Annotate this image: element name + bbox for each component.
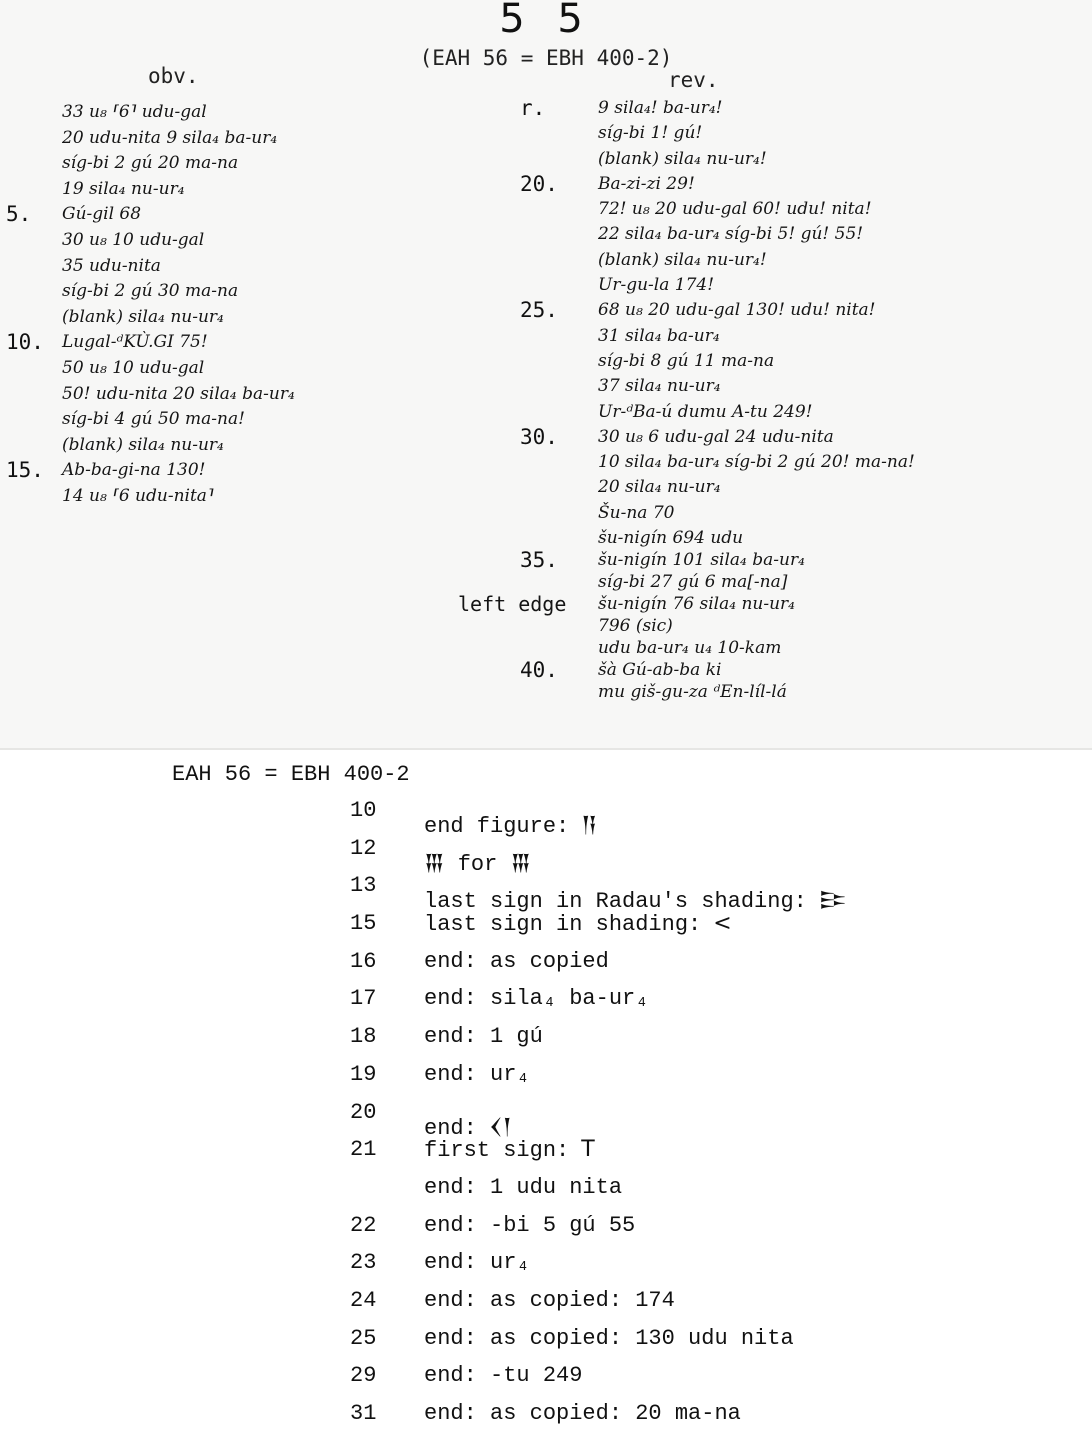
note-text-body: end: ur₄ bbox=[424, 1250, 530, 1276]
obverse-line bbox=[62, 126, 295, 152]
note-row bbox=[350, 1401, 1070, 1439]
line-text: 50! udu-nita 20 sila₄ ba-ur₄ bbox=[62, 383, 295, 404]
obverse-line bbox=[62, 254, 295, 280]
line-number: 30. bbox=[520, 424, 558, 449]
reverse-line bbox=[598, 450, 915, 475]
line-text: síg-bi 2 gú 30 ma-na bbox=[62, 281, 239, 302]
obverse-line bbox=[62, 177, 295, 203]
obverse-line bbox=[62, 151, 295, 177]
note-text bbox=[424, 1024, 543, 1049]
obverse-line bbox=[62, 305, 295, 331]
note-text-body: last sign in shading: bbox=[424, 912, 702, 938]
line-number: 20. bbox=[520, 171, 558, 196]
note-row bbox=[350, 1099, 1070, 1141]
line-text: (blank) sila₄ nu-ur₄! bbox=[598, 148, 767, 169]
line-number: 15. bbox=[6, 458, 44, 483]
line-text: 19 sila₄ nu-ur₄ bbox=[62, 178, 185, 199]
note-text-body: end: -bi 5 gú 55 bbox=[424, 1212, 636, 1238]
reverse-line bbox=[598, 400, 915, 425]
note-text bbox=[424, 911, 732, 937]
note-line-number: 10 bbox=[350, 798, 377, 823]
line-text: Ur-gu-la 174! bbox=[598, 275, 715, 296]
obverse-lines bbox=[6, 100, 295, 510]
line-text: Ab-ba-gi-na 130! bbox=[62, 460, 206, 481]
line-text: 33 u₈ ⸢6⸣ udu-gal bbox=[62, 102, 207, 122]
obverse-line bbox=[6, 458, 295, 484]
line-text: mu giš-gu-za ᵈEn-líl-lá bbox=[598, 682, 787, 703]
note-row bbox=[350, 1024, 1070, 1062]
line-number: 25. bbox=[520, 298, 558, 323]
reverse-line bbox=[598, 636, 915, 658]
note-text-body: 𒐋 for 𒐋 bbox=[424, 851, 532, 877]
note-text bbox=[424, 1137, 595, 1163]
line-text: šu-nigín 76 sila₄ nu-ur₄ bbox=[598, 594, 795, 615]
line-text: (blank) sila₄ nu-ur₄! bbox=[598, 249, 767, 270]
note-row bbox=[350, 835, 1070, 877]
line-text: 20 udu-nita 9 sila₄ ba-ur₄ bbox=[62, 127, 278, 148]
note-text bbox=[424, 1175, 622, 1200]
obverse-line bbox=[62, 382, 295, 408]
line-text: 14 u₈ ⸢6 udu-nita⸣ bbox=[62, 485, 214, 506]
note-text bbox=[424, 1250, 530, 1275]
line-text: síg-bi 1! gú! bbox=[598, 123, 703, 144]
line-number: 5. bbox=[6, 202, 32, 227]
note-text bbox=[424, 1401, 741, 1426]
line-text: 9 sila₄! ba-ur₄! bbox=[598, 98, 723, 118]
collation-notes bbox=[350, 798, 1070, 1439]
line-text: 37 sila₄ nu-ur₄ bbox=[598, 376, 721, 397]
note-line-number: 19 bbox=[350, 1061, 377, 1087]
line-text: 10 sila₄ ba-ur₄ síg-bi 2 gú 20! ma-na! bbox=[598, 452, 915, 473]
note-row bbox=[350, 1250, 1070, 1288]
line-text: síg-bi 4 gú 50 ma-na! bbox=[62, 409, 245, 430]
note-row bbox=[350, 1062, 1070, 1100]
line-text: 30 u₈ 6 udu-gal 24 udu-nita bbox=[598, 426, 834, 447]
note-text-body: end: as copied: 130 udu nita bbox=[424, 1325, 794, 1351]
note-line-number: 29 bbox=[350, 1363, 377, 1389]
note-line-number: 31 bbox=[350, 1401, 377, 1426]
note-line-number: 13 bbox=[350, 873, 377, 899]
note-row bbox=[350, 1326, 1070, 1364]
note-text bbox=[424, 1326, 794, 1351]
line-text: Gú-gil 68 bbox=[62, 204, 142, 225]
note-row bbox=[350, 1363, 1070, 1401]
note-text-body: end: bbox=[424, 1115, 477, 1141]
line-text: 35 udu-nita bbox=[62, 255, 161, 276]
reverse-line bbox=[598, 501, 915, 526]
note-line-number: 23 bbox=[350, 1250, 377, 1276]
cuneiform-sign-icon: < bbox=[713, 911, 732, 937]
reverse-line bbox=[598, 324, 915, 349]
note-text bbox=[424, 1213, 635, 1238]
note-text-body: end: sila₄ ba-ur₄ bbox=[424, 986, 649, 1012]
note-row bbox=[350, 1175, 1070, 1213]
reverse-line bbox=[598, 526, 915, 548]
line-text: 20 sila₄ nu-ur₄ bbox=[598, 477, 721, 498]
text-identifier: (EAH 56 = EBH 400-2) bbox=[419, 46, 673, 70]
cuneiform-sign-icon: 𒌋𒁹 bbox=[488, 1114, 512, 1140]
line-text: 30 u₈ 10 udu-gal bbox=[62, 229, 205, 250]
note-row bbox=[350, 1288, 1070, 1326]
reverse-line bbox=[520, 424, 915, 450]
note-text-body: end: 1 gú bbox=[424, 1024, 543, 1050]
notes-heading: EAH 56 = EBH 400-2 bbox=[172, 762, 410, 787]
note-text-body: end: ur₄ bbox=[424, 1061, 530, 1087]
note-text bbox=[424, 1363, 582, 1388]
reverse-line bbox=[520, 658, 915, 683]
note-line-number: 20 bbox=[350, 1099, 377, 1125]
reverse-lines bbox=[458, 96, 915, 703]
cuneiform-sign-icon: 𒄿 bbox=[818, 888, 847, 914]
note-line-number: 24 bbox=[350, 1287, 377, 1313]
line-text: 22 sila₄ ba-ur₄ síg-bi 5! gú! 55! bbox=[598, 224, 864, 245]
note-line-number: 21 bbox=[350, 1137, 377, 1163]
line-number: 10. bbox=[6, 330, 44, 355]
line-text: (blank) sila₄ nu-ur₄ bbox=[62, 434, 224, 455]
reverse-line bbox=[598, 121, 915, 146]
line-text: síg-bi 2 gú 20 ma-na bbox=[62, 153, 239, 174]
note-text bbox=[424, 1062, 530, 1087]
reverse-line bbox=[598, 475, 915, 500]
line-text: šu-nigín 694 udu bbox=[598, 528, 744, 549]
obverse-line bbox=[62, 433, 295, 459]
line-text: 50 u₈ 10 udu-gal bbox=[62, 357, 205, 378]
note-line-number: 16 bbox=[350, 948, 377, 974]
obverse-line bbox=[62, 484, 295, 510]
edge-label: left edge bbox=[458, 592, 567, 617]
line-number: 35. bbox=[520, 548, 558, 573]
line-text: (blank) sila₄ nu-ur₄ bbox=[62, 306, 224, 327]
note-text-body: end: as copied: 174 bbox=[424, 1287, 675, 1313]
note-line-number: 17 bbox=[350, 986, 377, 1012]
reverse-line bbox=[520, 96, 915, 121]
line-text: udu ba-ur₄ u₄ 10-kam bbox=[598, 638, 782, 659]
obverse-line bbox=[62, 407, 295, 433]
cuneiform-sign-icon: T bbox=[581, 1137, 595, 1163]
note-row bbox=[350, 986, 1070, 1024]
obverse-line bbox=[62, 228, 295, 254]
reverse-line bbox=[520, 298, 915, 323]
line-text: 72! u₈ 20 udu-gal 60! udu! nita! bbox=[598, 199, 872, 220]
reverse-line bbox=[458, 592, 915, 617]
page-number: 5 5 bbox=[499, 0, 593, 42]
reverse-line bbox=[598, 147, 915, 172]
note-line-number: 12 bbox=[350, 835, 377, 861]
obverse-line bbox=[62, 279, 295, 305]
note-text bbox=[424, 986, 648, 1011]
reverse-line bbox=[598, 273, 915, 298]
line-text: 31 sila₄ ba-ur₄ bbox=[598, 325, 720, 346]
obverse-line bbox=[6, 202, 295, 228]
note-line-number: 25 bbox=[350, 1325, 377, 1351]
note-text-body: last sign in Radau's shading: bbox=[424, 889, 807, 915]
line-text: síg-bi 8 gú 11 ma-na bbox=[598, 350, 775, 371]
reverse-label: rev. bbox=[668, 68, 719, 92]
reverse-line bbox=[520, 171, 915, 197]
obverse-label: obv. bbox=[148, 64, 199, 88]
note-text-body: first sign: bbox=[424, 1138, 570, 1164]
line-text: Šu-na 70 bbox=[598, 502, 675, 523]
note-text bbox=[424, 949, 609, 974]
note-row bbox=[350, 873, 1070, 915]
note-line-number: 22 bbox=[350, 1212, 377, 1238]
line-text: 68 u₈ 20 udu-gal 130! udu! nita! bbox=[598, 300, 876, 321]
note-text-body: end: -tu 249 bbox=[424, 1363, 583, 1389]
note-text-body: end: as copied bbox=[424, 948, 609, 974]
reverse-line bbox=[598, 248, 915, 273]
line-text: šà Gú-ab-ba ki bbox=[598, 660, 722, 681]
note-row bbox=[350, 1213, 1070, 1251]
scan-border bbox=[0, 748, 1092, 750]
line-text: šu-nigín 101 sila₄ ba-ur₄ bbox=[598, 550, 805, 571]
line-number: r. bbox=[520, 96, 546, 120]
note-row bbox=[350, 949, 1070, 987]
note-text bbox=[424, 1288, 675, 1313]
note-row bbox=[350, 911, 1070, 949]
note-text-body: end: as copied: 20 ma-na bbox=[424, 1401, 741, 1426]
line-text: Ur-ᵈBa-ú dumu A-tu 249! bbox=[598, 401, 813, 422]
note-row bbox=[350, 798, 1070, 839]
line-text: Lugal-ᵈKÙ.GI 75! bbox=[62, 332, 208, 353]
obverse-line bbox=[6, 330, 295, 356]
reverse-line bbox=[598, 570, 915, 592]
line-text: Ba-zi-zi 29! bbox=[598, 173, 695, 194]
line-number: 40. bbox=[520, 658, 558, 683]
note-line-number: 15 bbox=[350, 911, 377, 937]
note-line-number: 18 bbox=[350, 1024, 377, 1050]
obverse-line bbox=[62, 356, 295, 382]
line-text: 796 (sic) bbox=[598, 616, 673, 637]
note-row bbox=[350, 1137, 1070, 1175]
cuneiform-sign-icon: 𒀀 bbox=[581, 813, 598, 838]
obverse-line bbox=[62, 100, 295, 126]
line-text: síg-bi 27 gú 6 ma[-na] bbox=[598, 572, 788, 593]
reverse-line bbox=[520, 548, 915, 573]
note-text-body: end: 1 udu nita bbox=[424, 1174, 623, 1200]
reverse-line bbox=[598, 222, 915, 247]
reverse-line bbox=[598, 680, 915, 702]
reverse-line bbox=[598, 197, 915, 222]
reverse-line bbox=[598, 614, 915, 636]
reverse-line bbox=[598, 374, 915, 399]
reverse-line bbox=[598, 349, 915, 374]
note-text-body: end figure: bbox=[424, 814, 570, 839]
